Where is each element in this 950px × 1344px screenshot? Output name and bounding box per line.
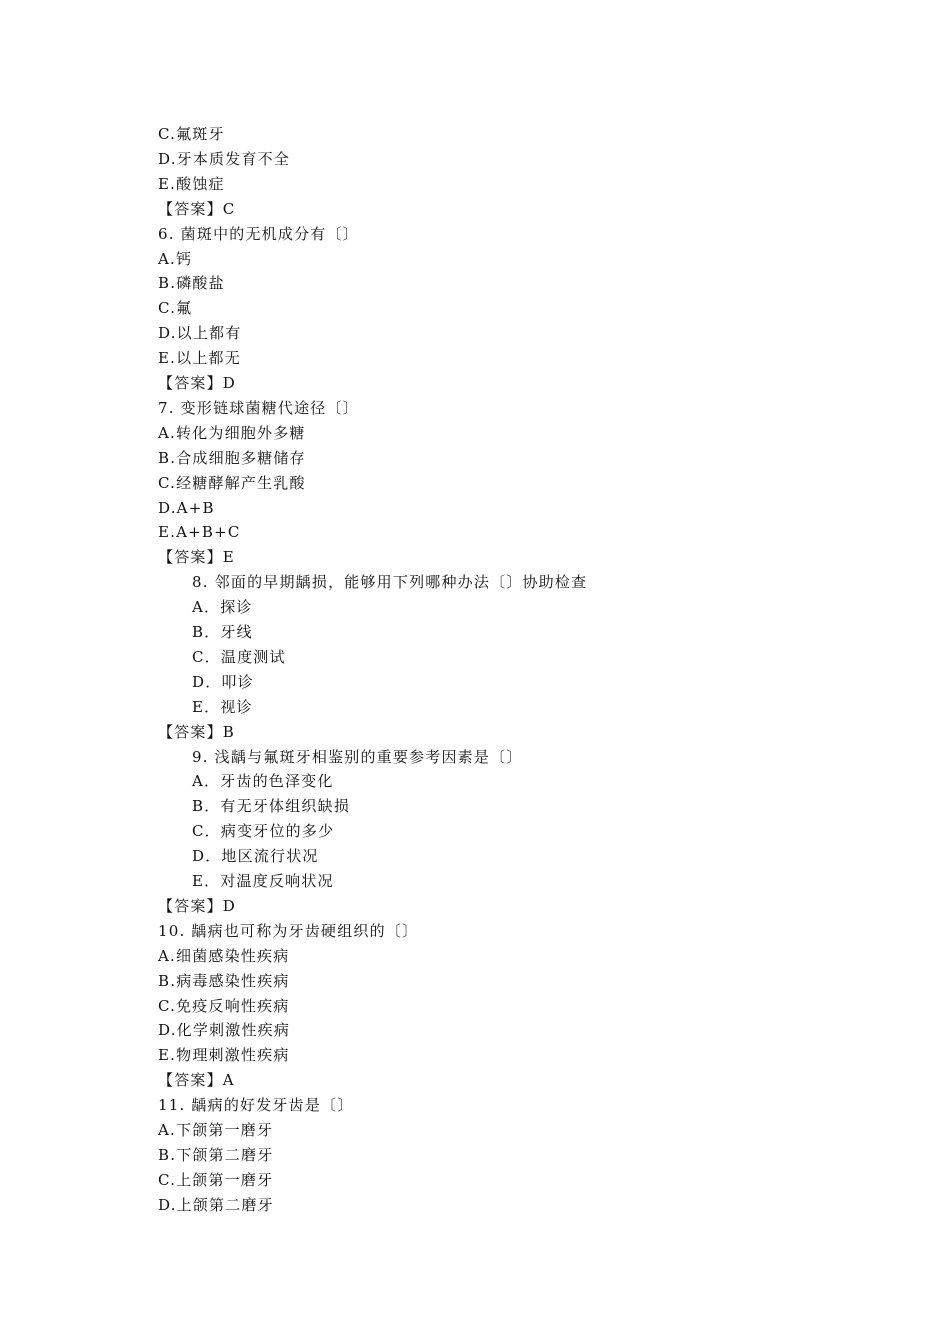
question-line: 9. 浅龋与氟斑牙相鉴别的重要参考因素是〔〕 (192, 747, 523, 766)
option-line: D．叩诊 (192, 672, 254, 691)
option-line: B.下颌第二磨牙 (158, 1145, 274, 1164)
option-line: D.以上都有 (158, 324, 242, 343)
option-line: C．温度测试 (192, 647, 286, 666)
option-line: A.转化为细胞外多糖 (158, 423, 306, 442)
option-line: D.A+B (158, 498, 215, 517)
option-line: E．视诊 (192, 697, 253, 716)
option-line: D．地区流行状况 (192, 847, 319, 866)
option-line: B.磷酸盐 (158, 274, 225, 293)
answer-line: 【答案】A (158, 1071, 235, 1090)
answer-line: 【答案】C (158, 199, 236, 218)
option-line: E.酸蚀症 (158, 174, 225, 193)
option-line: C.氟斑牙 (158, 125, 225, 143)
option-line: B．有无牙体组织缺损 (192, 797, 351, 816)
question-line: 10. 龋病也可称为牙齿硬组织的〔〕 (158, 921, 419, 940)
option-line: A．探诊 (192, 598, 253, 617)
option-line: C.经糖酵解产生乳酸 (158, 473, 306, 492)
option-line: B.病毒感染性疾病 (158, 971, 290, 990)
option-line: A.细菌感染性疾病 (158, 946, 290, 965)
option-line: A.下颌第一磨牙 (158, 1121, 274, 1139)
question-line: 6. 菌斑中的无机成分有〔〕 (158, 224, 359, 243)
option-line: C．病变牙位的多少 (192, 822, 335, 841)
question-line: 8. 邻面的早期龋损，能够用下列哪种办法〔〕协助检查 (192, 573, 588, 592)
option-line: D.上颌第二磨牙 (158, 1195, 274, 1214)
option-line: E.以上都无 (158, 349, 241, 368)
question-line: 7. 变形链球菌糖代途径〔〕 (158, 398, 359, 417)
option-line: E．对温度反响状况 (192, 872, 334, 890)
question-line: 11. 龋病的好发牙齿是〔〕 (158, 1096, 354, 1115)
option-line: A．牙齿的色泽变化 (192, 772, 334, 791)
option-line: E.物理刺激性疾病 (158, 1046, 290, 1065)
option-line: A.钙 (158, 249, 193, 268)
option-line: C.上颌第一磨牙 (158, 1170, 274, 1189)
option-line: E.A+B+C (158, 523, 241, 542)
option-line: B.合成细胞多糖储存 (158, 448, 306, 467)
answer-line: 【答案】B (158, 722, 236, 741)
option-line: C.免疫反响性疾病 (158, 996, 290, 1015)
answer-line: 【答案】D (158, 374, 237, 392)
option-line: C.氟 (158, 299, 193, 318)
option-line: D.牙本质发育不全 (158, 149, 291, 168)
option-line: D.化学刺激性疾病 (158, 1021, 291, 1040)
answer-line: 【答案】E (158, 548, 235, 567)
answer-line: 【答案】D (158, 896, 237, 915)
option-line: B．牙线 (192, 623, 253, 641)
